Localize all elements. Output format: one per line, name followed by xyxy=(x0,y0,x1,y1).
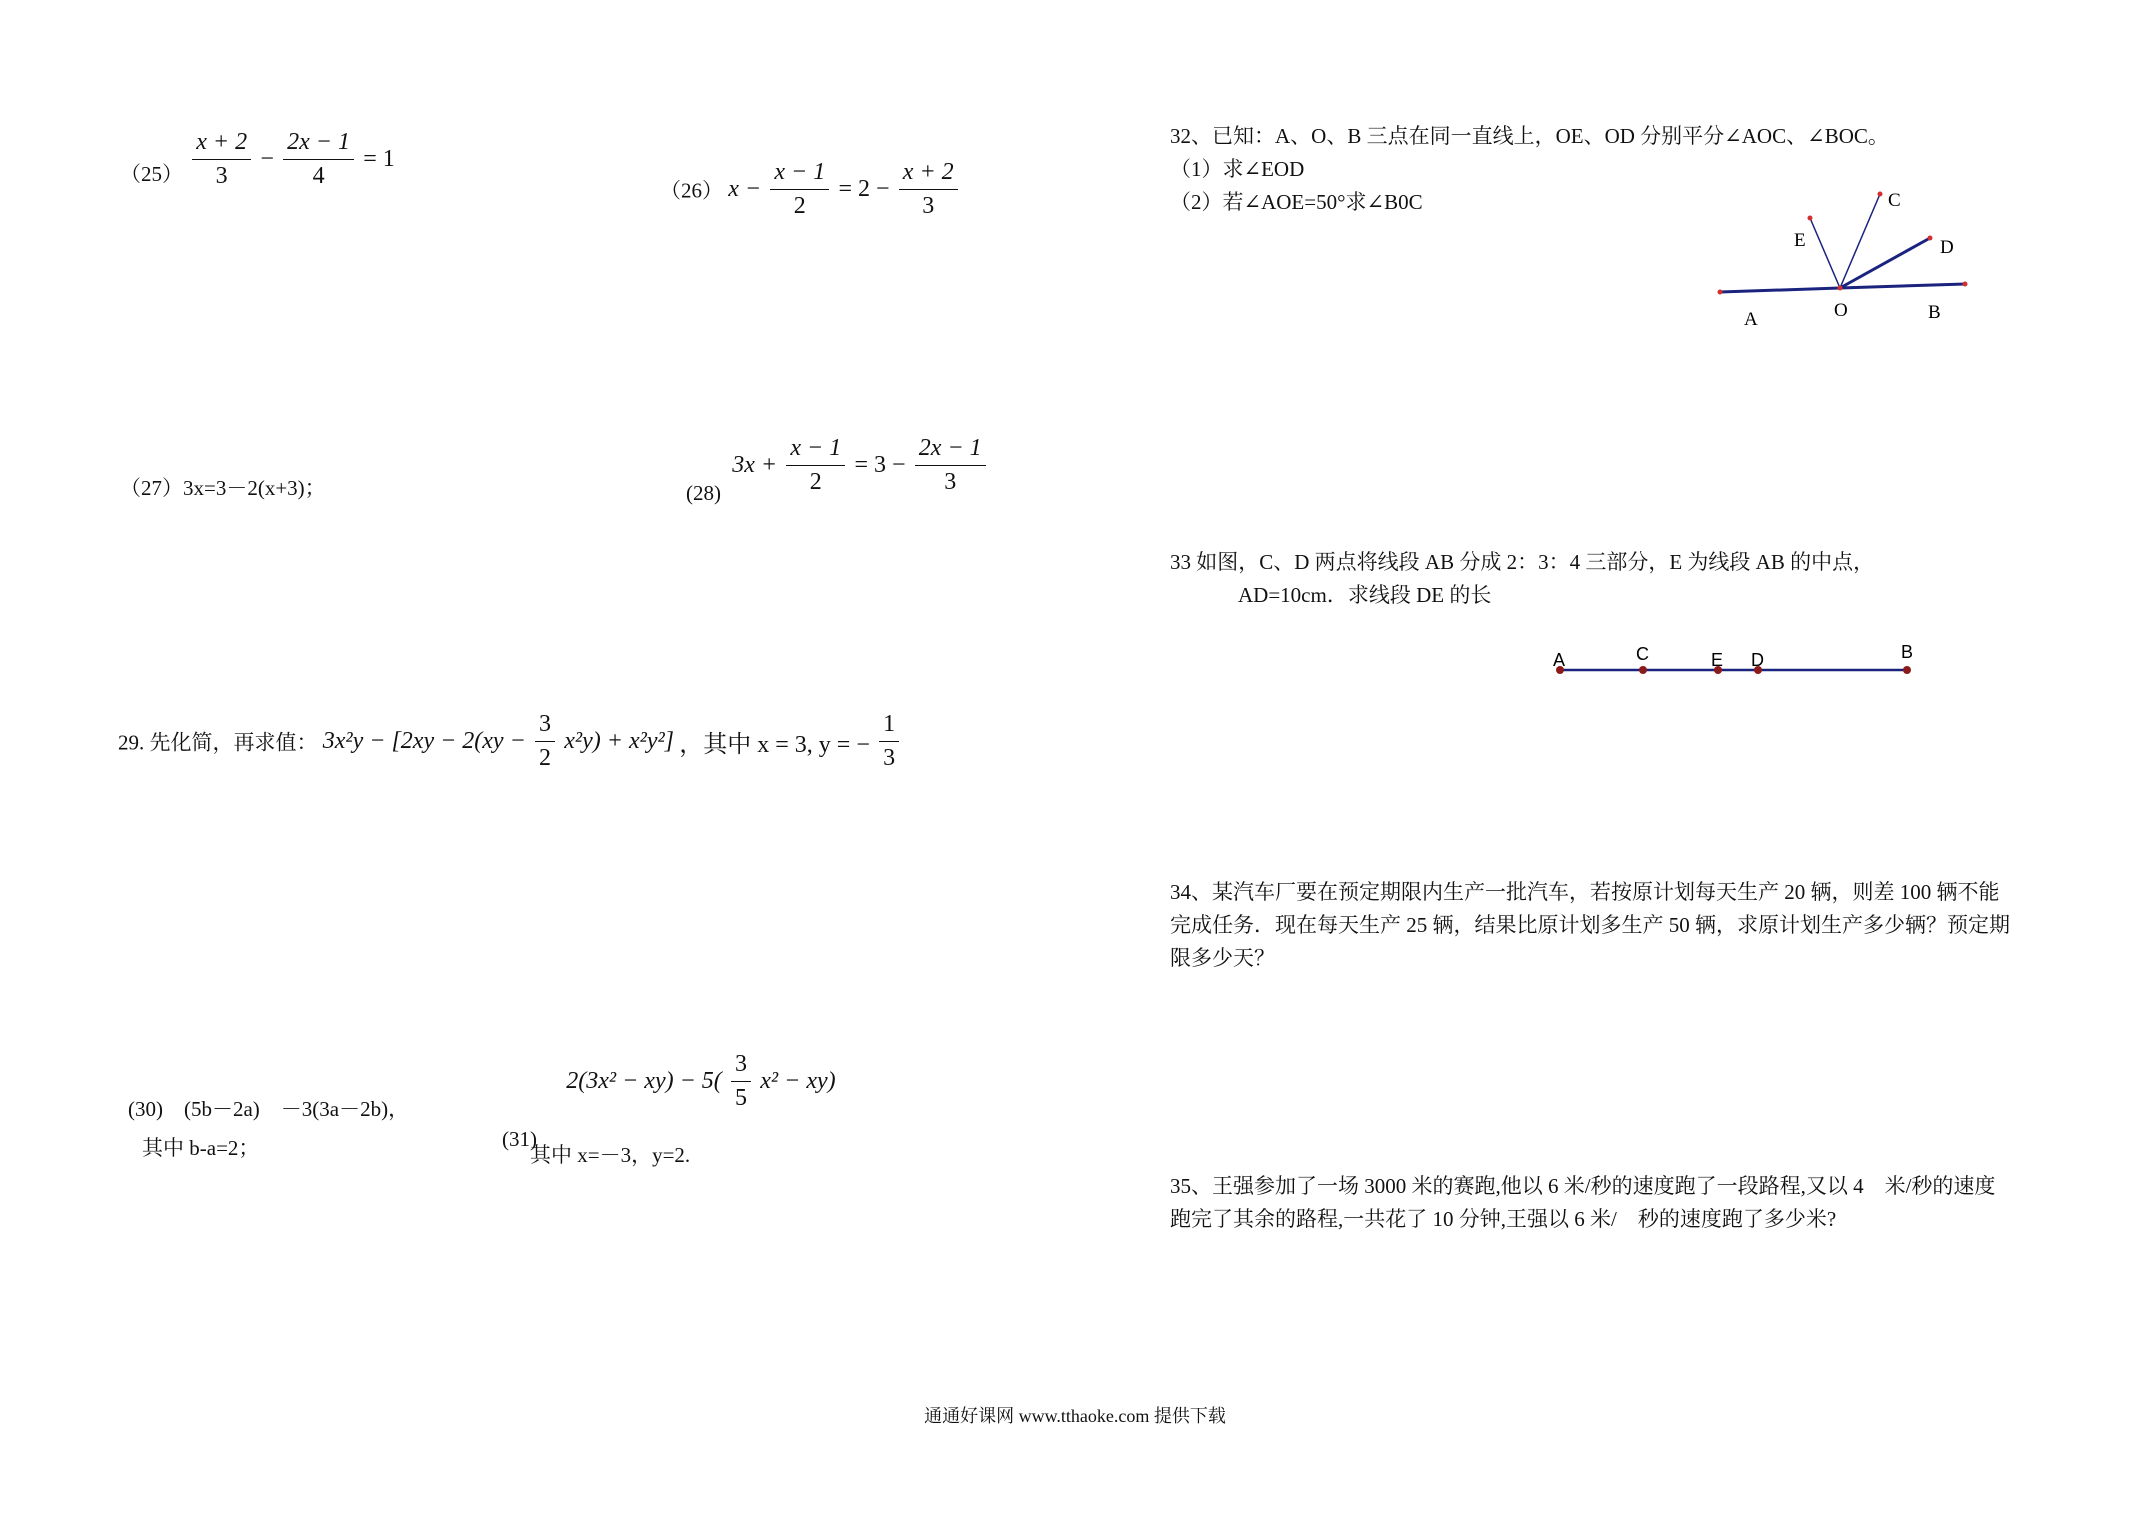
problem-29-label: 29. 先化简，再求值： xyxy=(118,730,318,755)
point-a xyxy=(1718,290,1723,295)
fraction-denominator: 3 xyxy=(883,744,896,771)
problem-28-fraction-2 xyxy=(915,434,986,497)
page-footer: 通通好课网 www.tthaoke.com 提供下载 xyxy=(924,1406,1226,1426)
point-b xyxy=(1963,282,1968,287)
fraction-denominator: 3 xyxy=(922,192,935,219)
problem-26-label: （26） xyxy=(660,178,723,203)
problem-26-fraction-2 xyxy=(899,158,958,221)
fraction-numerator: 3 xyxy=(535,710,555,742)
equation-lhs: 3x + xyxy=(732,451,778,478)
question-35-line-2: 跑完了其余的路程,一共花了 10 分钟,王强以 6 米/ 秒的速度跑了多少米? xyxy=(1170,1207,1837,1231)
fraction-denominator: 2 xyxy=(793,192,806,219)
question-35 xyxy=(1170,1170,1995,1236)
label-o: O xyxy=(1834,300,1848,321)
question-35-line-1: 35、王强参加了一场 3000 米的赛跑,他以 6 米/秒的速度跑了一段路程,又以 4 米/秒的速度 xyxy=(1170,1174,1996,1198)
condition-text: ，其中 x = 3, y = − xyxy=(679,731,870,758)
equation-rhs: = 1 xyxy=(363,145,395,172)
question-32-line-3: （2）若∠AOE=50°求∠B0C xyxy=(1170,190,1423,214)
point-c xyxy=(1878,192,1883,197)
fraction-numerator: 2x − 1 xyxy=(283,128,354,160)
fraction-numerator: x + 2 xyxy=(192,128,251,160)
fraction-numerator: 1 xyxy=(879,710,899,742)
problem-28 xyxy=(686,434,990,505)
problem-25 xyxy=(120,128,395,191)
label-c: C xyxy=(1636,644,1649,664)
ray-od xyxy=(1840,238,1930,288)
question-32-line-1: 32、已知：A、O、B 三点在同一直线上，OE、OD 分别平分∠AOC、∠BOC。 xyxy=(1170,124,1889,148)
problem-28-fraction-1 xyxy=(786,434,845,497)
label-e: E xyxy=(1794,230,1806,251)
fraction-denominator: 2 xyxy=(539,744,552,771)
question-32-line-2: （1）求∠EOD xyxy=(1170,157,1305,181)
problem-30 xyxy=(128,1093,409,1165)
label-d: D xyxy=(1751,650,1764,670)
point-b xyxy=(1903,666,1911,674)
figure-angle-aob xyxy=(1700,180,1990,340)
problem-26-fraction-1 xyxy=(770,158,829,221)
equation-middle: = 2 − xyxy=(838,175,890,202)
equation-lhs: x − xyxy=(728,175,762,202)
expression-part-a: 3x²y − [2xy − 2(xy − xyxy=(322,727,526,754)
point-o xyxy=(1838,286,1843,291)
label-b: B xyxy=(1901,642,1914,662)
problem-25-fraction-1 xyxy=(192,128,251,191)
fraction-denominator: 3 xyxy=(215,162,228,189)
expression-part-b: x² − xy) xyxy=(760,1067,836,1094)
fraction-numerator: 3 xyxy=(731,1050,751,1082)
ray-ob xyxy=(1840,284,1965,288)
problem-25-label: （25） xyxy=(120,162,183,187)
question-34-line-2: 完成任务．现在每天生产 25 辆，结果比原计划多生产 50 辆，求原计划生产多少辆？预定期 xyxy=(1170,913,2010,937)
label-b: B xyxy=(1928,302,1941,323)
problem-25-fraction-2 xyxy=(283,128,354,191)
expression-part-b: x²y) + x²y²] xyxy=(564,727,675,754)
label-d: D xyxy=(1940,237,1954,258)
problem-31-fraction xyxy=(731,1050,751,1113)
equation-middle: = 3 − xyxy=(854,451,906,478)
fraction-numerator: x − 1 xyxy=(770,158,829,190)
problem-28-label: (28) xyxy=(686,480,721,505)
minus-sign: − xyxy=(260,145,274,172)
label-a: A xyxy=(1744,309,1758,330)
problem-30-line-1: (30) (5b－2a) －3(3a－2b)， xyxy=(128,1097,410,1121)
question-34-line-3: 限多少天？ xyxy=(1170,946,1275,970)
expression-part-a: 2(3x² − xy) − 5( xyxy=(566,1067,722,1094)
label-c: C xyxy=(1888,190,1901,211)
label-e: E xyxy=(1711,650,1724,670)
problem-27: （27）3x=3－2(x+3)； xyxy=(120,476,326,500)
label-a: A xyxy=(1553,650,1566,670)
ray-oe xyxy=(1810,218,1840,288)
fraction-denominator: 2 xyxy=(809,468,822,495)
question-34 xyxy=(1170,876,2010,975)
ray-oc xyxy=(1840,194,1880,288)
point-c xyxy=(1639,666,1647,674)
condition-fraction xyxy=(879,710,899,773)
question-33-line-2: AD=10cm．求线段 DE 的长 xyxy=(1238,583,1492,607)
question-33 xyxy=(1170,546,1874,612)
fraction-numerator: x − 1 xyxy=(786,434,845,466)
figure-segment-ab xyxy=(1540,636,1930,686)
problem-31 xyxy=(502,1050,836,1151)
question-33-line-1: 33 如图，C、D 两点将线段 AB 分成 2：3：4 三部分，E 为线段 AB 的中点， xyxy=(1170,550,1875,574)
fraction-denominator: 3 xyxy=(944,468,957,495)
problem-31-label: (31) xyxy=(502,1126,537,1151)
ray-oa xyxy=(1720,288,1840,292)
point-e xyxy=(1808,216,1813,221)
point-d xyxy=(1928,236,1933,241)
fraction-numerator: x + 2 xyxy=(899,158,958,190)
fraction-denominator: 4 xyxy=(312,162,325,189)
fraction-denominator: 5 xyxy=(735,1084,748,1111)
problem-29-fraction xyxy=(535,710,555,773)
problem-29 xyxy=(118,710,903,773)
question-34-line-1: 34、某汽车厂要在预定期限内生产一批汽车，若按原计划每天生产 20 辆，则差 100 辆不能 xyxy=(1170,880,2000,904)
fraction-numerator: 2x − 1 xyxy=(915,434,986,466)
problem-31-line-2: 其中 x=－3，y=2. xyxy=(530,1143,691,1167)
problem-26 xyxy=(660,158,962,221)
problem-30-line-2: 其中 b-a=2； xyxy=(142,1136,260,1160)
